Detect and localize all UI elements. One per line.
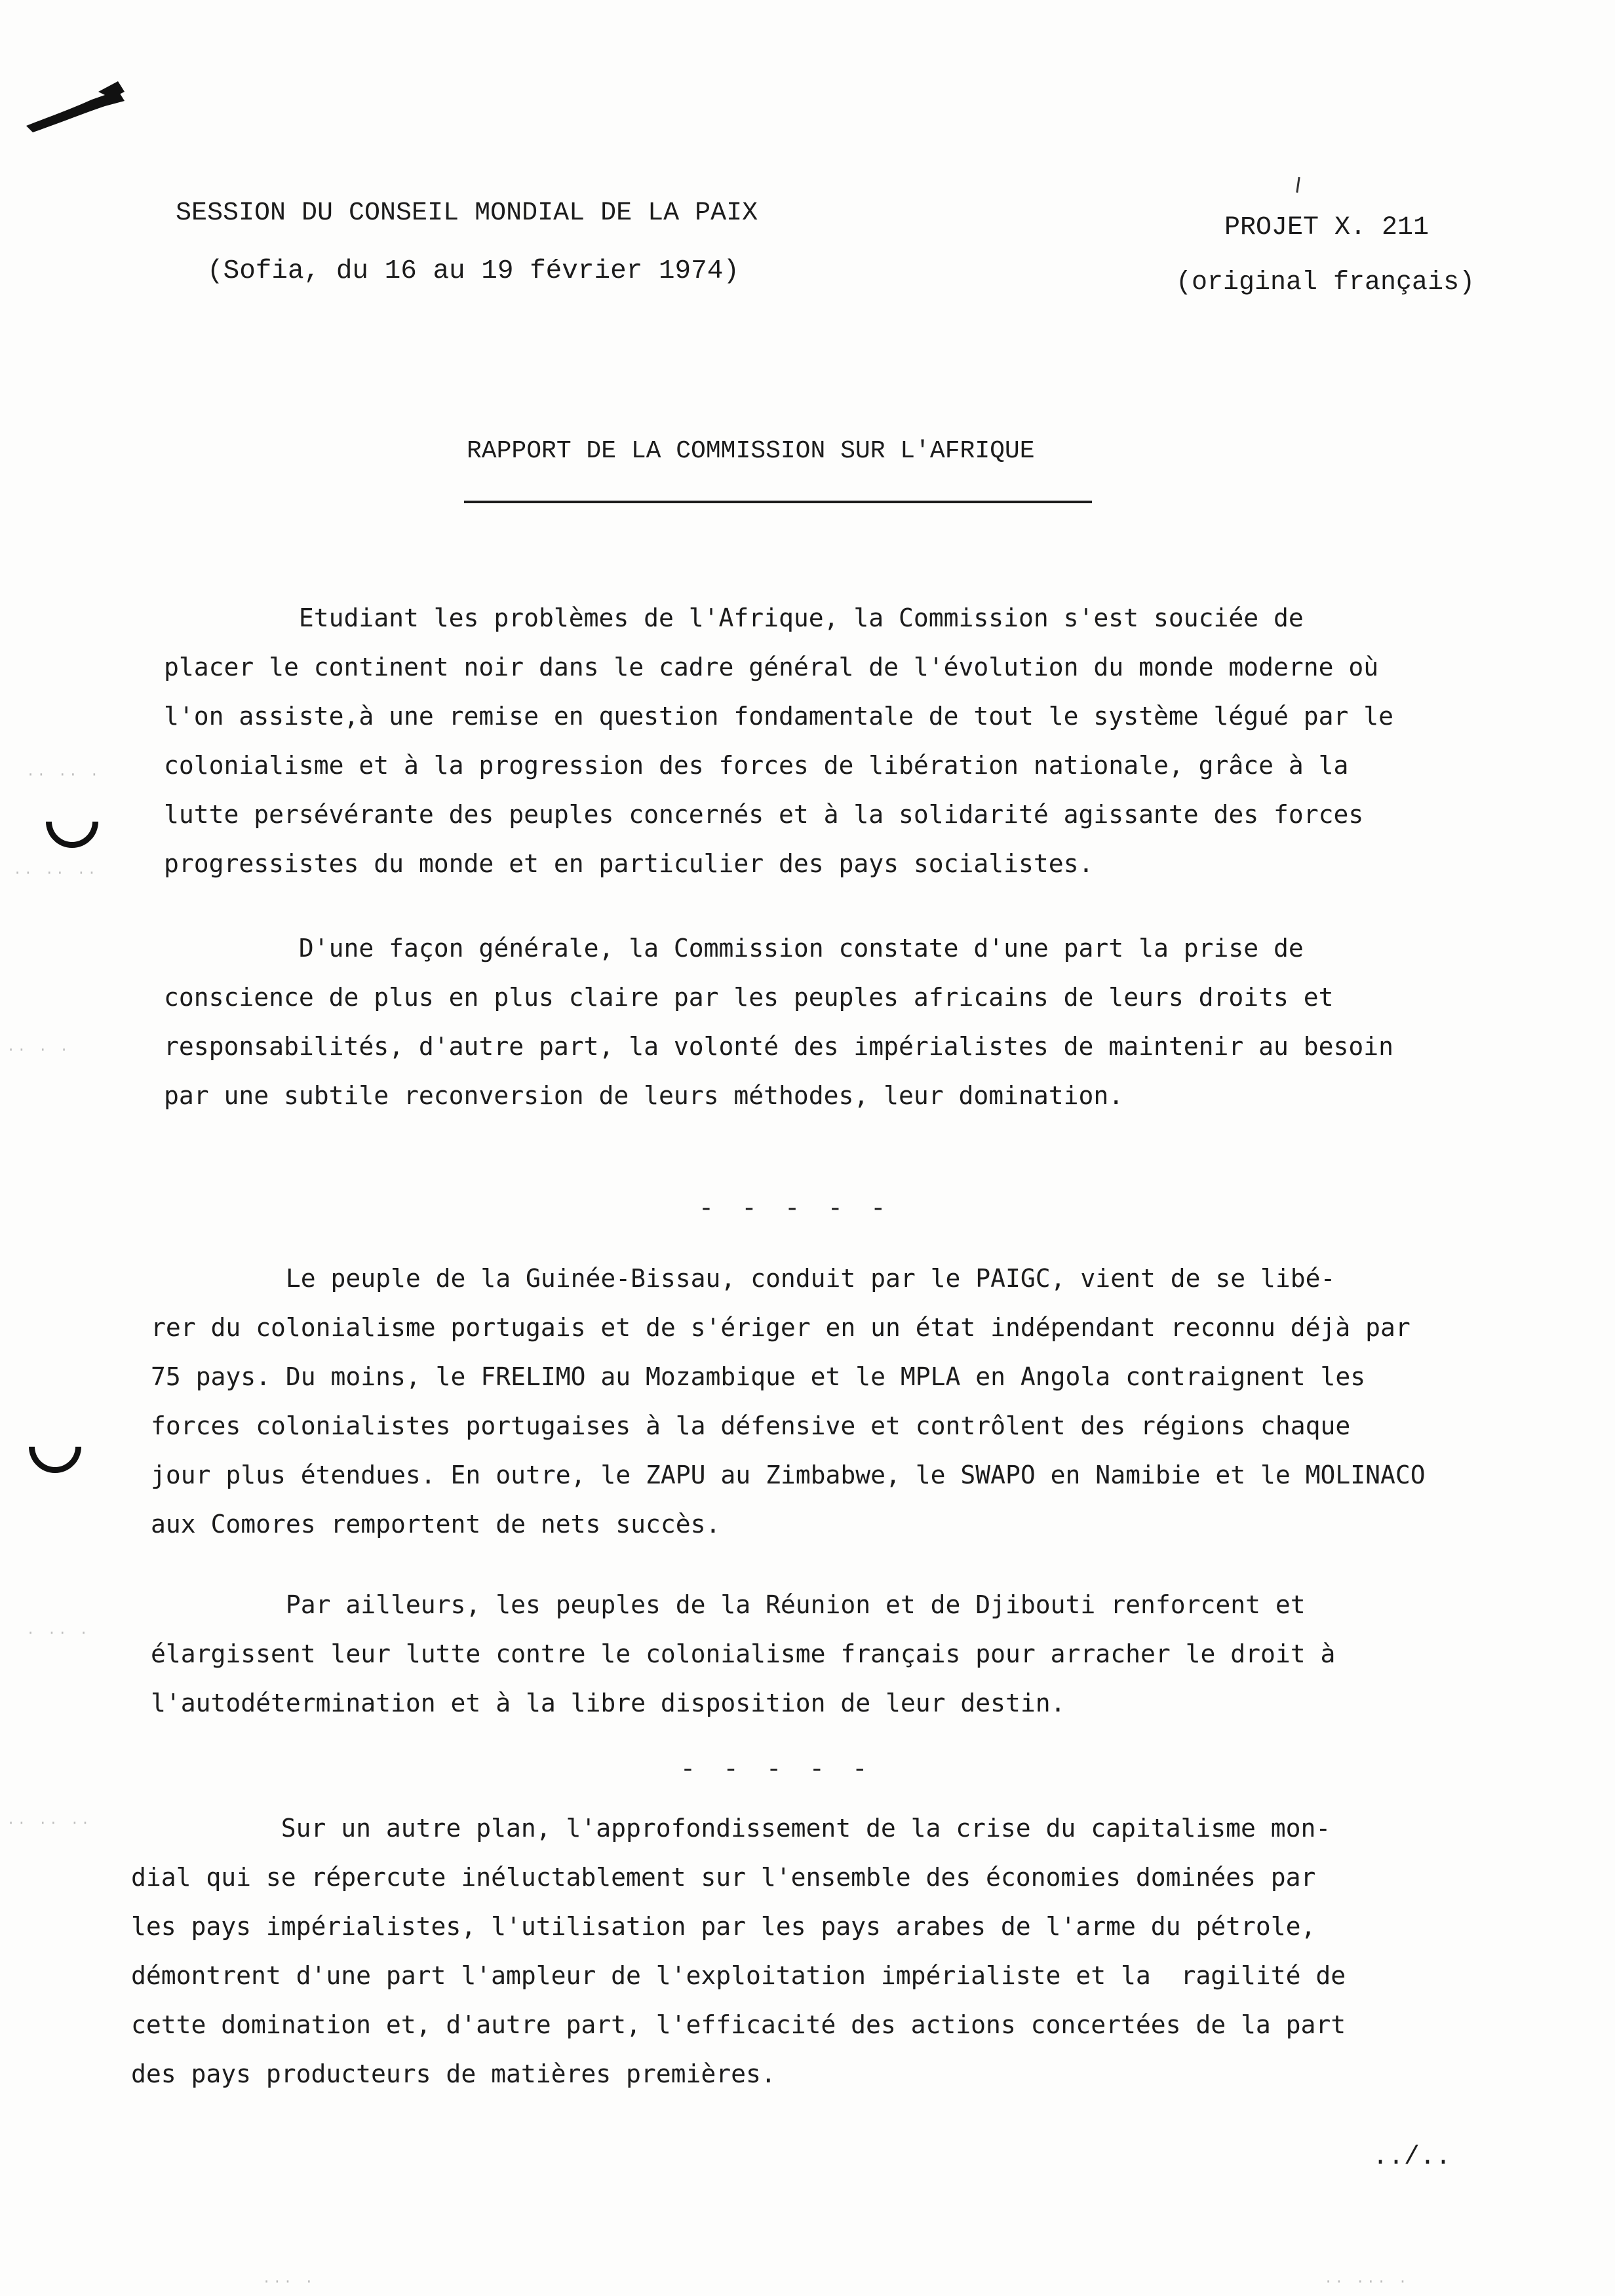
title-underline: [464, 501, 1092, 503]
paragraph-line: lutte persévérante des peuples concernés et à la solidarité agissante des forces: [164, 800, 1364, 829]
paragraph-line: Sur un autre plan, l'approfondissement de la crise du capitalisme mon-: [131, 1814, 1331, 1843]
ink-mark-icon: [20, 72, 138, 138]
paragraph-line: par une subtile reconversion de leurs méthodes, leur domination.: [164, 1081, 1124, 1110]
paragraph-line: forces colonialistes portugaises à la défensive et contrôlent des régions chaque: [151, 1411, 1351, 1440]
punch-hole-mark: [18, 1409, 92, 1483]
paragraph-line: responsabilités, d'autre part, la volonté des impérialistes de maintenir au besoin: [164, 1032, 1393, 1061]
paragraph-line: Etudiant les problèmes de l'Afrique, la Commission s'est souciée de: [164, 603, 1304, 632]
paragraph-line: élargissent leur lutte contre le colonialisme français pour arracher le droit à: [151, 1639, 1336, 1668]
paragraph-line: l'autodétermination et à la libre disposition de leur destin.: [151, 1689, 1066, 1717]
bleed-through-noise: ·· ·· ··: [7, 1815, 92, 1831]
bleed-through-noise: · ·· ·: [26, 1625, 90, 1641]
section-separator: - - - - -: [680, 1756, 874, 1784]
paragraph-line: D'une façon générale, la Commission constate d'une part la prise de: [164, 934, 1304, 963]
paragraph-line: les pays impérialistes, l'utilisation par les pays arabes de l'arme du pétrole,: [131, 1912, 1316, 1941]
paragraph-1: [164, 594, 1393, 889]
paragraph-line: dial qui se répercute inéluctablement sur l'ensemble des économies dominées par: [131, 1863, 1316, 1892]
session-title: SESSION DU CONSEIL MONDIAL DE LA PAIX: [176, 199, 758, 228]
paragraph-line: des pays producteurs de matières premières.: [131, 2059, 776, 2088]
tick-mark: [1296, 177, 1300, 193]
bleed-through-noise: ·· ··· ·: [1324, 2274, 1409, 2290]
paragraph-line: 75 pays. Du moins, le FRELIMO au Mozambique et le MPLA en Angola contraignent les: [151, 1362, 1366, 1391]
paragraph-5: [131, 1804, 1346, 2099]
project-number: PROJET X. 211: [1224, 213, 1430, 242]
paragraph-line: l'on assiste,à une remise en question fondamentale de tout le système légué par le: [164, 702, 1393, 731]
paragraph-line: rer du colonialisme portugais et de s'ériger en un état indépendant reconnu déjà par: [151, 1313, 1411, 1342]
paragraph-line: jour plus étendues. En outre, le ZAPU au Zimbabwe, le SWAPO en Namibie et le MOLINACO: [151, 1461, 1426, 1489]
session-dates: (Sofia, du 16 au 19 février 1974): [207, 256, 739, 286]
paragraph-3: [151, 1254, 1426, 1549]
bleed-through-noise: ··· ·: [262, 2274, 316, 2290]
paragraph-2: [164, 924, 1393, 1120]
continued-marker: ../..: [1372, 2143, 1452, 2172]
paragraph-line: cette domination et, d'autre part, l'efficacité des actions concertées de la part: [131, 2010, 1346, 2039]
paragraph-line: Le peuple de la Guinée-Bissau, conduit par le PAIGC, vient de se libé-: [151, 1264, 1336, 1293]
bleed-through-noise: ·· ·· ··: [13, 865, 98, 881]
section-separator: - - - - -: [699, 1195, 893, 1223]
bleed-through-noise: ·· · ·: [7, 1042, 71, 1058]
report-title: RAPPORT DE LA COMMISSION SUR L'AFRIQUE: [467, 437, 1035, 465]
paragraph-line: aux Comores remportent de nets succès.: [151, 1510, 721, 1539]
session-header: [176, 199, 758, 286]
paragraph-line: démontrent d'une part l'ampleur de l'exploitation impérialiste et la ragilité de: [131, 1961, 1346, 1990]
paragraph-4: [151, 1580, 1335, 1728]
paragraph-line: conscience de plus en plus claire par les peuples africains de leurs droits et: [164, 983, 1334, 1012]
bleed-through-noise: ·· ·· ·: [26, 767, 101, 783]
paragraph-line: progressistes du monde et en particulier des pays socialistes.: [164, 849, 1094, 878]
project-header: [1176, 213, 1475, 297]
paragraph-line: placer le continent noir dans le cadre général de l'évolution du monde moderne où: [164, 653, 1379, 681]
punch-hole-mark: [35, 784, 109, 858]
original-language-note: (original français): [1176, 268, 1475, 297]
paragraph-line: Par ailleurs, les peuples de la Réunion et de Djibouti renforcent et: [151, 1590, 1306, 1619]
paragraph-line: colonialisme et à la progression des forces de libération nationale, grâce à la: [164, 751, 1349, 780]
